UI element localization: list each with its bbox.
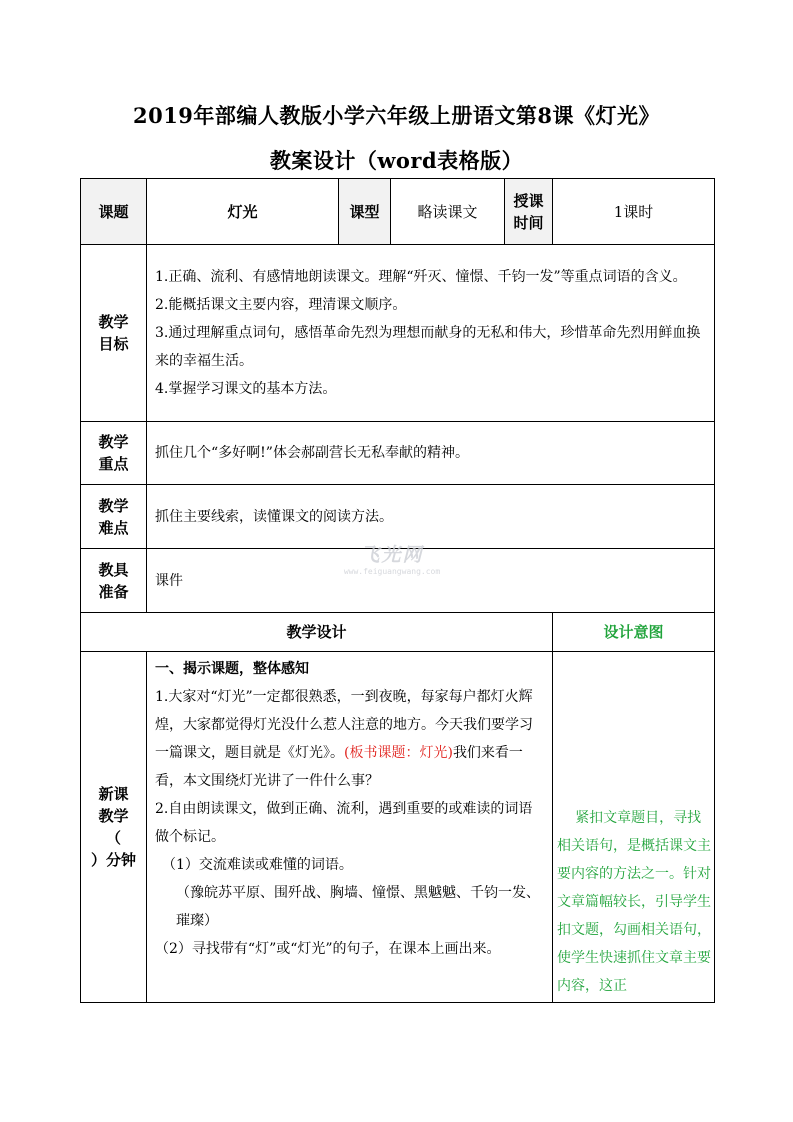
- lesson-content: [147, 652, 553, 1003]
- section-heading: 一、揭示课题，整体感知: [155, 661, 309, 677]
- materials-text: 课件: [147, 549, 715, 613]
- goal-item: 4.掌握学习课文的基本方法。: [155, 381, 337, 397]
- lesson-paragraph-2: 2.自由朗读课文，做到正确、流利，遇到重要的或难读的词语做个标记。: [155, 801, 533, 845]
- goal-item: 2.能概括课文主要内容，理清课文顺序。: [155, 297, 407, 313]
- lesson-sub-1: （1）交流难读或难懂的词语。: [162, 857, 353, 873]
- lesson-label: 新课 教学 （ ）分钟: [81, 652, 147, 1003]
- watermark-logo: 飞光网 www.feiguangwang.com: [343, 544, 441, 576]
- goals-row: [81, 245, 715, 422]
- header-row: [81, 179, 715, 245]
- difficulties-label: 教学难点: [81, 485, 147, 549]
- goal-item: 1.正确、流利、有感情地朗读课文。理解“歼灭、憧憬、千钧一发”等重点词语的含义。: [155, 269, 687, 285]
- lesson-sub-1-words: （豫皖苏平原、围歼战、胸墙、憧憬、黑魆魆、千钧一发、璀璨）: [176, 885, 540, 929]
- lesson-sub-2: （2）寻找带有“灯”或“灯光”的句子，在课本上画出来。: [155, 941, 501, 957]
- document-title-line1: 2019年部编人教版小学六年级上册语文第8课《灯光》: [132, 103, 661, 128]
- time-label: 授课时间: [505, 179, 553, 245]
- materials-label: 教具准备: [81, 549, 147, 613]
- materials-row: [81, 549, 715, 613]
- key-points-label: 教学重点: [81, 422, 147, 485]
- design-header: 教学设计: [81, 613, 553, 652]
- difficulties-row: [81, 485, 715, 549]
- time-value: 1课时: [553, 179, 715, 245]
- goals-label: 教学目标: [81, 245, 147, 422]
- difficulties-text: 抓住主要线索，读懂课文的阅读方法。: [147, 485, 715, 549]
- lesson-row: [81, 652, 715, 1003]
- topic-label: 课题: [81, 179, 147, 245]
- type-value: 略读课文: [391, 179, 505, 245]
- key-points-text: 抓住几个“多好啊!”体会郝副营长无私奉献的精神。: [147, 422, 715, 485]
- key-points-row: [81, 422, 715, 485]
- lesson-paragraph-1: 1.大家对“灯光”一定都很熟悉，一到夜晚，每家每户都灯火辉煌，大家都觉得灯光没什么惹人注意的地方。今天我们要学习一篇课文，题目就是《灯光》。(板书课题：灯光)我们来看一看，本文围绕灯光讲了一件什么事？: [155, 689, 533, 789]
- goal-item: 3.通过理解重点词句，感悟革命先烈为理想而献身的无私和伟大，珍惜革命先烈用鲜血换来的幸福生活。: [155, 325, 701, 369]
- intent-text: 紧扣文章题目，寻找相关语句，是概括课文主要内容的方法之一。针对文章篇幅较长，引导学生扣文题，勾画相关语句，使学生快速抓住文章主要内容，这正: [553, 652, 715, 1003]
- intent-header: 设计意图: [553, 613, 715, 652]
- board-note: (板书课题：灯光): [344, 745, 453, 761]
- design-header-row: [81, 613, 715, 652]
- type-label: 课型: [339, 179, 391, 245]
- goals-content: [147, 245, 715, 422]
- lesson-plan-table: [80, 178, 715, 1003]
- document-title-line2: 教案设计（word表格版）: [269, 148, 524, 173]
- topic-value: 灯光: [147, 179, 339, 245]
